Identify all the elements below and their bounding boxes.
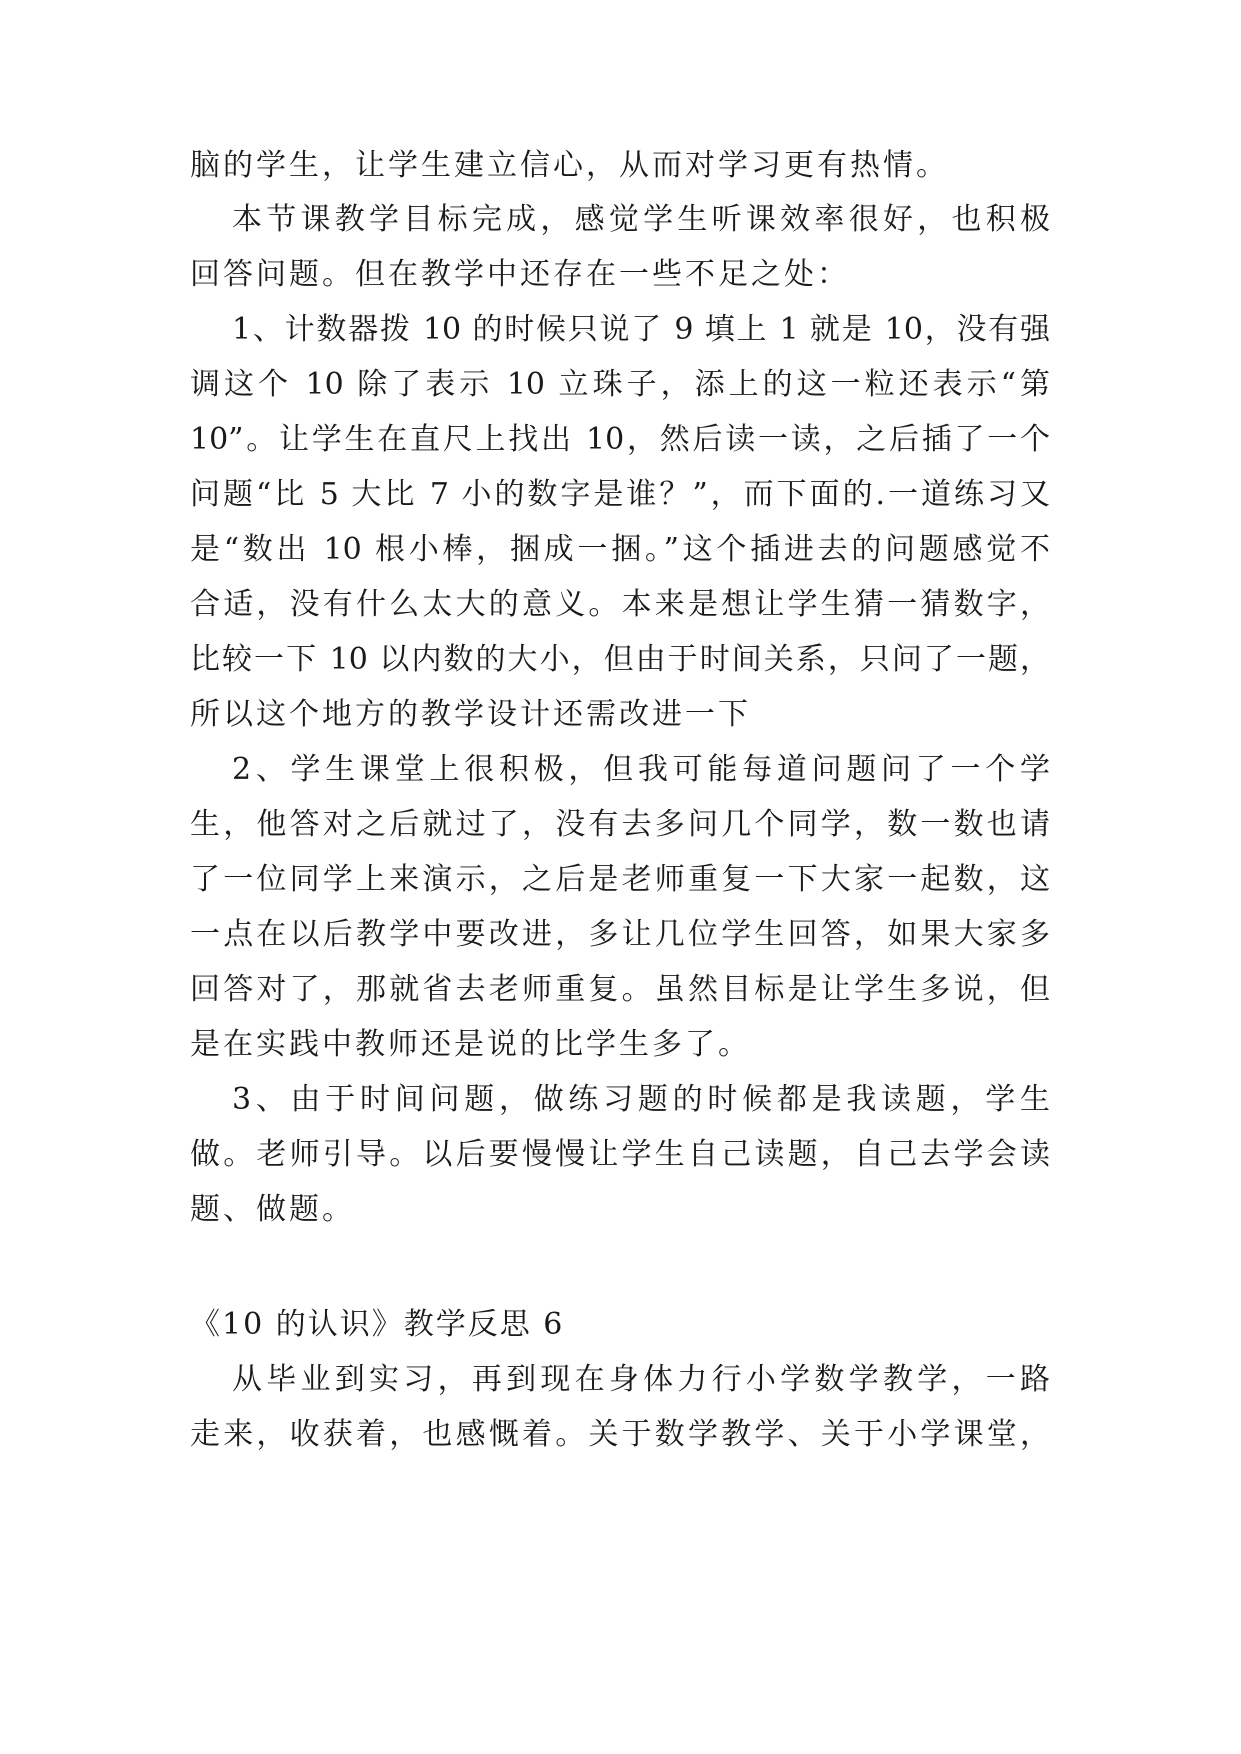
paragraph-line: 问题“比 5 大比 7 小的数字是谁？”，而下面的.一道练习又: [190, 477, 1050, 512]
section-heading: 《10 的认识》教学反思 6: [190, 1307, 565, 1342]
paragraph-line: 是在实践中教师还是说的比学生多了。: [190, 1027, 751, 1062]
paragraph-line: 所以这个地方的教学设计还需改进一下: [190, 697, 751, 732]
paragraph-line: 生，他答对之后就过了，没有去多问几个同学，数一数也请: [190, 807, 1050, 842]
paragraph-line: 回答对了，那就省去老师重复。虽然目标是让学生多说，但: [190, 972, 1050, 1007]
paragraph-line: 了一位同学上来演示，之后是老师重复一下大家一起数，这: [190, 862, 1050, 897]
paragraph-line: 是“数出 10 根小棒，捆成一捆。”这个插进去的问题感觉不: [190, 532, 1050, 567]
paragraph-line: 做。老师引导。以后要慢慢让学生自己读题，自己去学会读: [190, 1137, 1050, 1172]
paragraph-line: 走来，收获着，也感慨着。关于数学教学、关于小学课堂，: [190, 1417, 1050, 1452]
paragraph-line: 从毕业到实习，再到现在身体力行小学数学教学，一路: [232, 1362, 1050, 1397]
paragraph-line: 题、做题。: [190, 1192, 355, 1227]
paragraph-line: 比较一下 10 以内数的大小，但由于时间关系，只问了一题，: [190, 642, 1050, 677]
paragraph-line: 1、计数器拨 10 的时候只说了 9 填上 1 就是 10，没有强: [232, 312, 1050, 347]
paragraph-line: 回答问题。但在教学中还存在一些不足之处：: [190, 257, 850, 292]
paragraph-line: 10”。让学生在直尺上找出 10，然后读一读，之后插了一个: [190, 422, 1050, 457]
paragraph-line: 调这个 10 除了表示 10 立珠子，添上的这一粒还表示“第: [190, 367, 1050, 402]
paragraph-line: 2、学生课堂上很积极，但我可能每道问题问了一个学: [232, 752, 1050, 787]
paragraph-line: 脑的学生，让学生建立信心，从而对学习更有热情。: [190, 148, 949, 183]
paragraph-line: 3、由于时间问题，做练习题的时候都是我读题，学生: [232, 1082, 1050, 1117]
paragraph-line: 合适，没有什么太大的意义。本来是想让学生猜一猜数字，: [190, 587, 1050, 622]
paragraph-line: 一点在以后教学中要改进，多让几位学生回答，如果大家多: [190, 917, 1050, 952]
paragraph-line: 本节课教学目标完成，感觉学生听课效率很好，也积极: [232, 202, 1050, 237]
